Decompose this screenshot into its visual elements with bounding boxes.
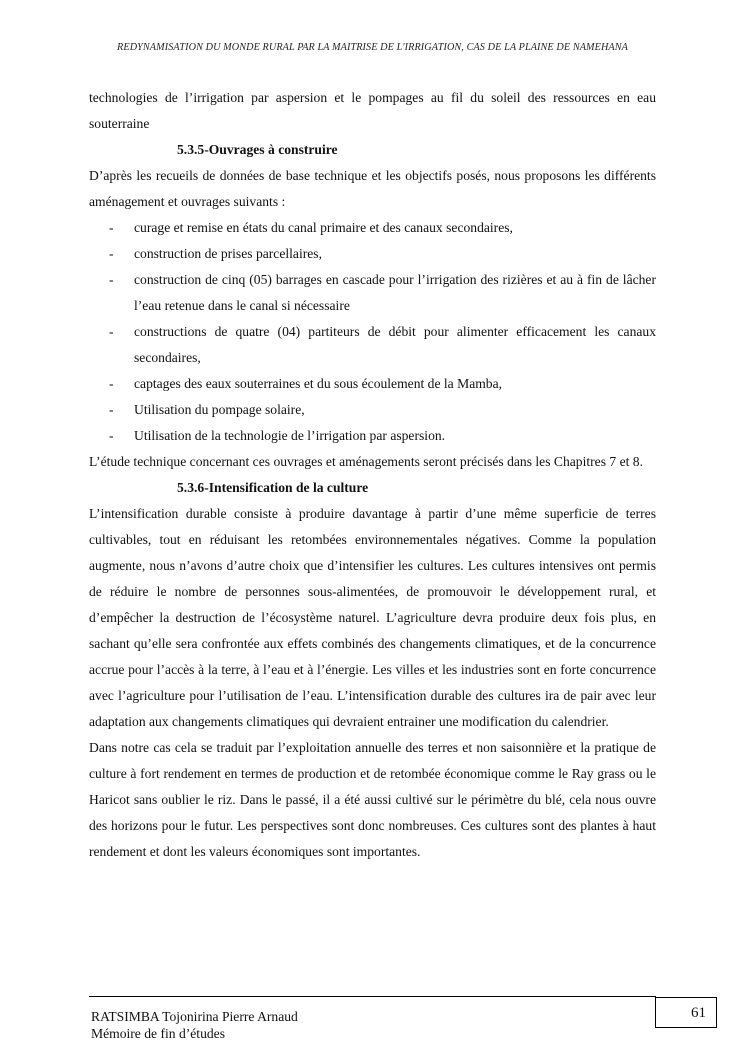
section-heading-536: 5.3.6-Intensification de la culture [177,480,369,495]
list-item [89,397,656,423]
paragraph-536-second: Dans notre cas cela se traduit par l’exploitation annuelle des terres et non saisonnière et la pratique de culture à fort rendement en termes de production et de retombée économique comme le Ray grass ou le Haricot sans oublier le riz. Dans le passé, il a été aussi cultivé sur le périmètre du blé, cela nous ouvre des horizons pour le futur. Les perspectives sont donc nombreuses. Ces cultures sont des plantes à haut rendement et dont les valeurs économiques sont importantes. [89,740,656,859]
list-bullet: - [109,402,114,417]
list-item [89,241,656,267]
list-bullet: - [109,324,114,339]
footer-doc-type: Mémoire de fin d’études [91,1026,226,1041]
list-item-text: constructions de quatre (04) partiteurs de débit pour alimenter efficacement les canaux secondaires, [134,324,656,365]
list-item [89,215,656,241]
footer-info [91,1008,298,1042]
list-item [89,319,656,371]
list-item-text: curage et remise en états du canal primaire et des canaux secondaires, [134,220,513,235]
list-item-text: construction de prises parcellaires, [134,246,322,261]
list-bullet: - [109,220,114,235]
list-item [89,267,656,319]
list-item-text: construction de cinq (05) barrages en cascade pour l’irrigation des rizières et au à fin de lâcher l’eau retenue dans le canal si nécessaire [134,272,656,313]
study-paragraph: L’étude technique concernant ces ouvrages et aménagements seront précisés dans les Chapitres 7 et 8. [89,454,643,469]
list-item-text: Utilisation du pompage solaire, [134,402,305,417]
running-header: REDYNAMISATION DU MONDE RURAL PAR LA MAITRISE DE L'IRRIGATION, CAS DE LA PLAINE DE NAMEHANA [117,42,628,53]
page-body [89,85,656,865]
footer-divider [89,996,656,997]
section-heading-535: 5.3.5-Ouvrages à construire [177,142,338,157]
footer-author: RATSIMBA Tojonirina Pierre Arnaud [91,1009,298,1024]
list-bullet: - [109,428,114,443]
list-bullet: - [109,272,114,287]
list-item [89,423,656,449]
list-item-text: captages des eaux souterraines et du sous écoulement de la Mamba, [134,376,503,391]
list-item-text: Utilisation de la technologie de l’irrigation par aspersion. [134,428,446,443]
works-list [89,215,656,449]
intro-paragraph: technologies de l’irrigation par aspersion et le pompages au fil du soleil des ressources en eau souterraine [89,90,656,131]
list-bullet: - [109,246,114,261]
paragraph-535: D’après les recueils de données de base technique et les objectifs posés, nous proposons les différents aménagement et ouvrages suivants : [89,168,656,209]
page-number: 61 [655,997,717,1028]
paragraph-536-first: L’intensification durable consiste à produire davantage à partir d’une même superficie de terres cultivables, tout en réduisant les retombées environnementales négatives. Comme la population augmente, nous n’avons d’autre choix que d’intensifier les cultures. Les cultures intensives ont permis de réduire le nombre de personnes sous-alimentées, de promouvoir le développement rural, et d’empêcher la destruction de l’écosystème naturel. L’agriculture devra produire deux fois plus, en sachant qu’elle sera confrontée aux effets combinés des changements climatiques, et de la concurrence accrue pour l’accès à la terre, à l’eau et à l’énergie. Les villes et les industries sont en forte concurrence avec l’agriculture pour l’utilisation de l’eau. L’intensification durable des cultures ira de pair avec leur adaptation aux changements climatiques qui devraient entrainer une modification du calendrier. [89,506,656,729]
list-bullet: - [109,376,114,391]
list-item [89,371,656,397]
